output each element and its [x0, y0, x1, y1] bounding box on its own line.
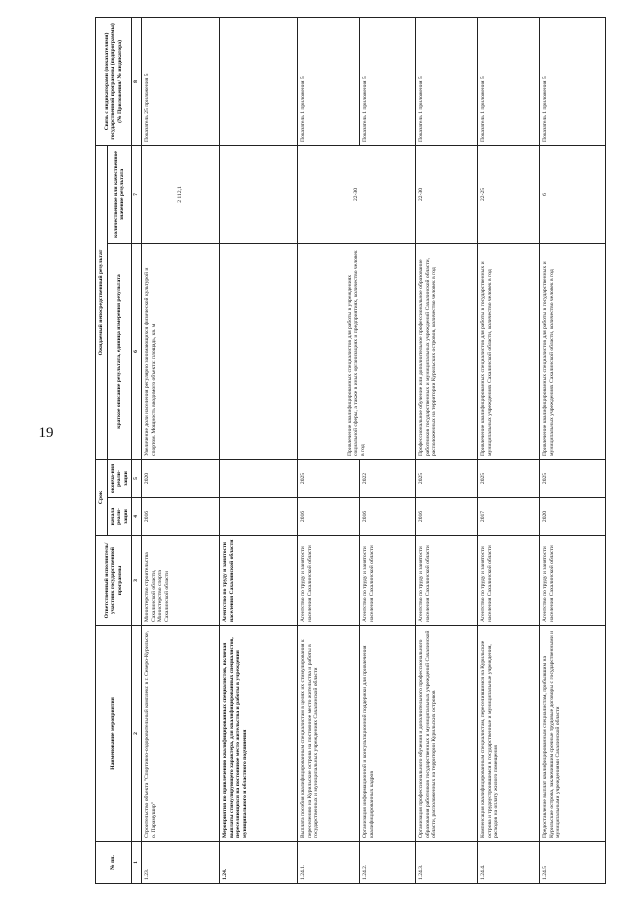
header-link: Связь с индикаторами (показателями) государственной программы (подпрограммы) (№ Приложения/ № индикатора): [96, 17, 132, 145]
column-number: 7: [132, 145, 142, 243]
row-end: [219, 459, 297, 497]
row-name: Предоставление выплат квалифицированным специалистам, прибывшим на Курильские острова, заключившим срочные трудовые договоры с государственными и муниципальными учреждениями Сахалинской области: [539, 626, 605, 842]
column-numbers-row: [132, 17, 142, 883]
row-description: Привлечение квалифицированных специалистов для работы в государственных и муниципальных учреждениях Сахалинской области, количество человек в год: [539, 243, 605, 459]
table-row: [539, 17, 605, 883]
row-end: 2025: [539, 459, 605, 497]
row-link: Показатель 1 приложения 5: [539, 17, 605, 145]
row-link: Показатель 1 приложения 5: [415, 17, 477, 145]
row-end: 2022: [359, 459, 415, 497]
row-num: 1.24.5: [539, 842, 605, 884]
row-name: Строительство объекта "Спортивно-оздоровительный комплекс в г. Северо-Курильске, о. Парамушир": [141, 626, 219, 842]
header-start: начала реали-зации: [107, 498, 132, 536]
row-description: Привлечение квалифицированных специалистов для работы в государственных и муниципальных учреждениях Сахалинской области, количество человек в год: [477, 243, 539, 459]
row-num: 1.24.3.: [415, 842, 477, 884]
row-start: 2020: [539, 498, 605, 536]
row-start: 2016: [415, 498, 477, 536]
row-name: Мероприятия по привлечению квалифицированных специалистов, включая выплаты стимулирующего характера, для квалифицированных специалистов, переселяющихся на постоянное место жительства и работы в учреждения муниципального и областного подчинения: [219, 626, 297, 842]
column-number: 8: [132, 17, 142, 145]
table-row: [297, 17, 359, 883]
table-row: [415, 17, 477, 883]
row-start: 2017: [477, 498, 539, 536]
row-link: Показатель 25 приложения 5: [141, 17, 219, 145]
row-link: Показатель 1 приложения 5: [359, 17, 415, 145]
row-link: [219, 17, 297, 145]
row-name: Компенсация квалифицированным специалистам, переселившимся на Курильские острова и трудоустроившимся в государственные и муниципальные учреждения, расходов на оплату жилого помещения: [477, 626, 539, 842]
row-responsible: Агентство по труду и занятости населения Сахалинской области: [219, 536, 297, 626]
header-num: № пп.: [96, 842, 132, 884]
row-num: 1.24.: [219, 842, 297, 884]
row-name: Выплата пособия квалифицированным специалистам в целях их стимулирования к переселению на Курильские острова на постоянное место жительства и работы в государственных и муниципальных учреждениях Сахалинской области: [297, 626, 359, 842]
header-row-1: [96, 17, 108, 883]
row-value: 6: [539, 145, 605, 243]
column-number: 2: [132, 626, 142, 842]
row-start: 2016: [141, 498, 219, 536]
row-num: 1.24.1.: [297, 842, 359, 884]
table-row: [219, 17, 297, 883]
row-value: 22-30: [297, 145, 415, 243]
column-number: 5: [132, 459, 142, 497]
table-row: [141, 17, 219, 883]
header-description: краткое описание результата, единица измерения результата: [107, 243, 132, 459]
header-expected: Ожидаемый непосредственный результат: [96, 145, 108, 459]
row-responsible: Агентство по труду и занятости населения Сахалинской области: [297, 536, 359, 626]
row-link: Показатель 1 приложения 5: [297, 17, 359, 145]
row-name: Организация информационной и консультационной поддержки для привлечения квалифицированных кадров: [359, 626, 415, 842]
row-responsible: Агентство по труду и занятости населения Сахалинской области: [359, 536, 415, 626]
page-number: 19: [38, 425, 54, 441]
row-value: 22-25: [477, 145, 539, 243]
row-value: 2 112,1: [141, 145, 219, 243]
row-description: Профессиональное обучение или дополнительное профессиональное образование работников государственных и муниципальных учреждений Сахалинской области, расположенных на территории Курильских островов, количество человек в год: [415, 243, 477, 459]
column-number: 1: [132, 842, 142, 884]
row-responsible: Министерство строительства Сахалинской области, Министерство спорта Сахалинской области: [141, 536, 219, 626]
row-description: Увеличение доли населения регулярно занимающихся физической культурой и спортом. Мощность вводимого объекта: площадь, кв. м: [141, 243, 219, 459]
column-number: 3: [132, 536, 142, 626]
row-start: [219, 498, 297, 536]
row-value: [219, 145, 297, 243]
row-num: 1.23.: [141, 842, 219, 884]
table-row: [477, 17, 539, 883]
row-description: Привлечение квалифицированных специалистов для работы в учреждениях социальной сферы, а также в иных организациях и предприятиях, количество человек в год: [297, 243, 415, 459]
header-end: оконча-ния реали-зации: [107, 459, 132, 497]
row-responsible: Агентство по труду и занятости населения Сахалинской области: [539, 536, 605, 626]
row-responsible: Агентство по труду и занятости населения Сахалинской области: [415, 536, 477, 626]
header-name: Наименование мероприятия: [96, 626, 132, 842]
row-num: 1.24.4.: [477, 842, 539, 884]
row-description: [219, 243, 297, 459]
row-link: Показатель 1 приложения 5: [477, 17, 539, 145]
header-value: количественное или качественное значение результата: [107, 145, 132, 243]
row-end: 2020: [141, 459, 219, 497]
rotated-table-wrapper: [95, 18, 606, 884]
column-number: 4: [132, 498, 142, 536]
row-end: 2025: [297, 459, 359, 497]
row-responsible: Агентство по труду и занятости населения Сахалинской области: [477, 536, 539, 626]
header-responsible: Ответственный исполнитель/участник государственной программы: [96, 536, 132, 626]
row-value: 22-30: [415, 145, 477, 243]
header-term: Срок: [96, 459, 108, 535]
row-end: 2025: [415, 459, 477, 497]
measures-table: [95, 17, 606, 884]
row-start: 2016: [297, 498, 359, 536]
row-start: 2016: [359, 498, 415, 536]
row-name: Организация профессионального обучения и дополнительного профессионального образования работников государственных и муниципальных учреждений Сахалинской области, расположенных на территории Курильских островов: [415, 626, 477, 842]
row-num: 1.24.2.: [359, 842, 415, 884]
column-number: 6: [132, 243, 142, 459]
row-end: 2025: [477, 459, 539, 497]
